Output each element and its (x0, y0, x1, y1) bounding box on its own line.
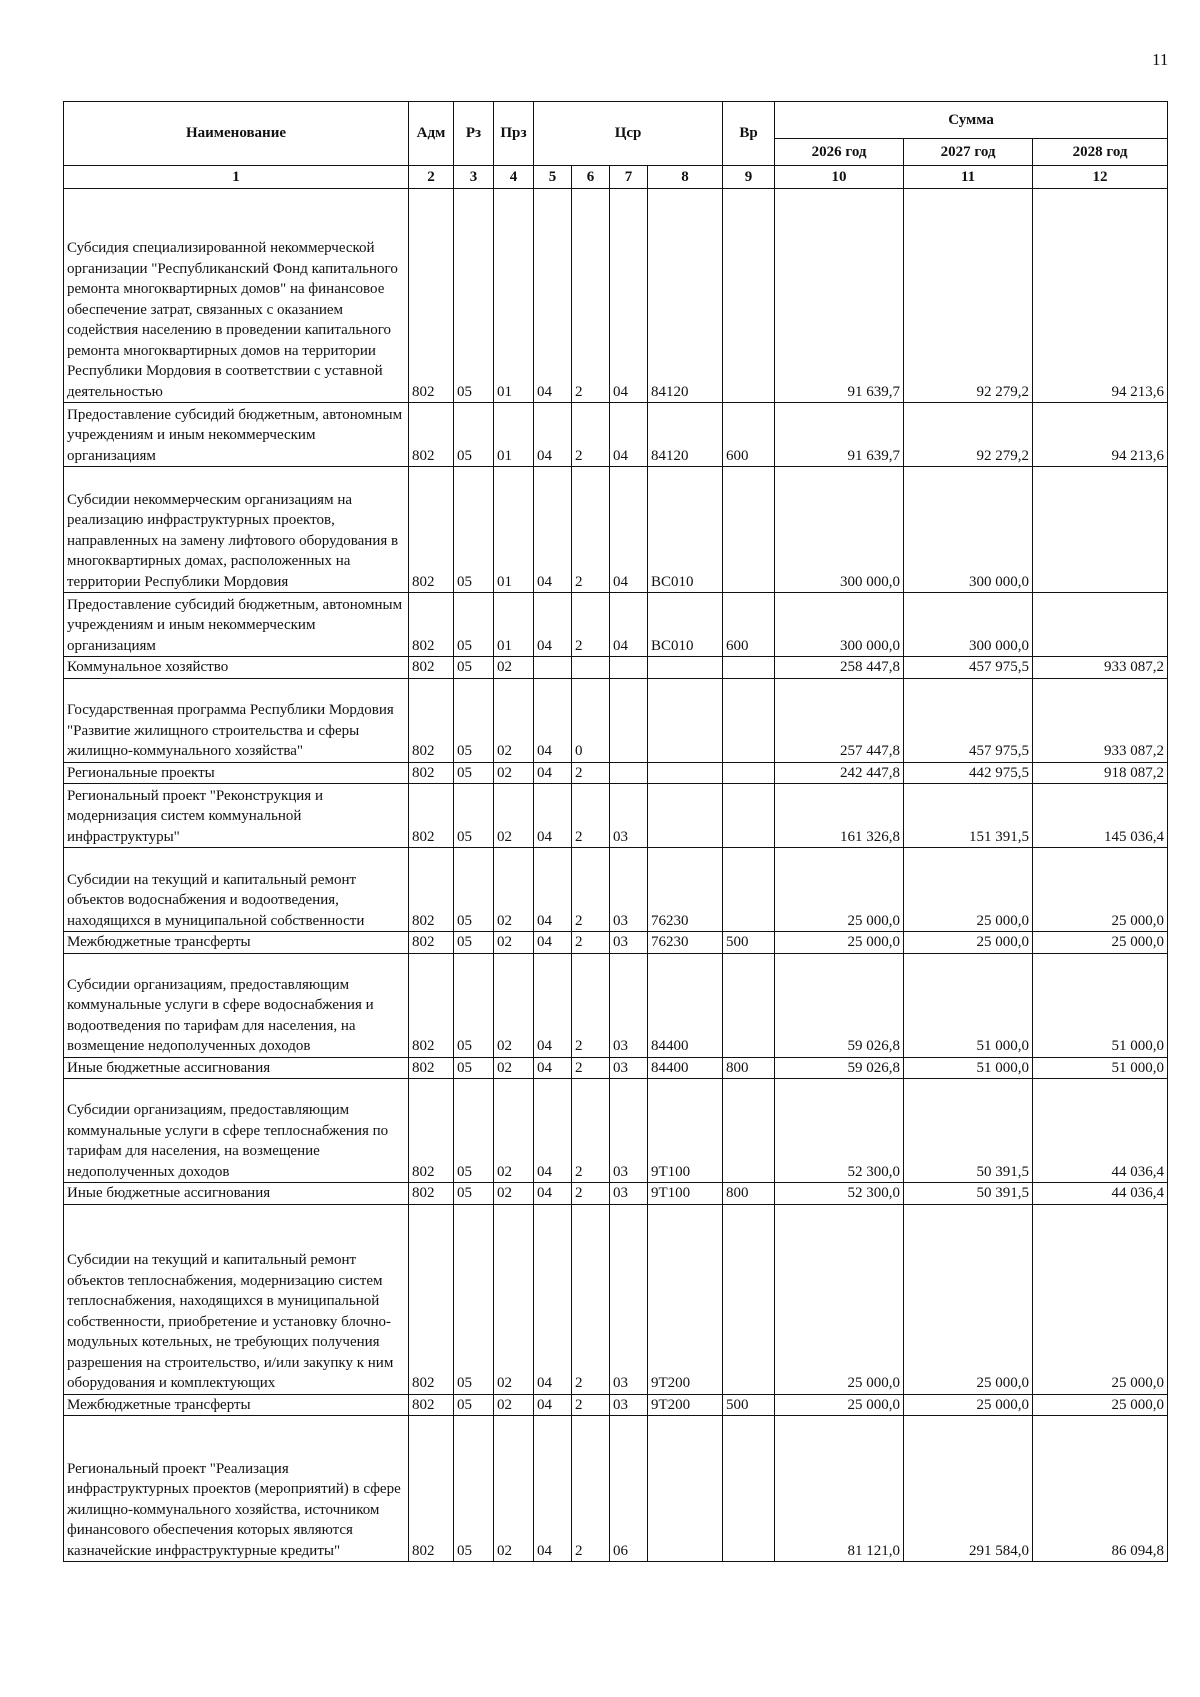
row-sum-2028: 94 213,6 (1033, 403, 1168, 467)
row-csr-6: 2 (572, 1079, 610, 1183)
table-body (64, 189, 1168, 1562)
row-vr: 800 (723, 1183, 775, 1205)
row-csr-7: 03 (610, 1204, 648, 1394)
row-sum-2026: 300 000,0 (775, 593, 904, 657)
row-prz: 02 (494, 953, 534, 1057)
table-row (64, 189, 1168, 403)
row-csr-5: 04 (534, 932, 572, 954)
column-number: 7 (610, 166, 648, 189)
row-rz: 05 (454, 1416, 494, 1562)
row-sum-2028: 86 094,8 (1033, 1416, 1168, 1562)
row-csr-6: 2 (572, 784, 610, 848)
row-csr-7 (610, 762, 648, 784)
row-rz: 05 (454, 762, 494, 784)
table-row (64, 1079, 1168, 1183)
row-prz: 01 (494, 189, 534, 403)
row-csr-6: 2 (572, 1416, 610, 1562)
row-csr-5: 04 (534, 403, 572, 467)
row-sum-2027: 457 975,5 (904, 678, 1033, 762)
row-rz: 05 (454, 1394, 494, 1416)
row-csr-8: 9T100 (648, 1079, 723, 1183)
row-name: Региональный проект "Реконструкция и модернизация систем коммунальной инфраструктуры" (64, 784, 409, 848)
row-prz: 02 (494, 1183, 534, 1205)
row-sum-2027: 51 000,0 (904, 1057, 1033, 1079)
row-csr-6: 2 (572, 189, 610, 403)
row-adm: 802 (409, 848, 454, 932)
page-number: 11 (1152, 50, 1169, 69)
row-sum-2028: 25 000,0 (1033, 932, 1168, 954)
column-number: 5 (534, 166, 572, 189)
row-csr-5: 04 (534, 593, 572, 657)
row-csr-5: 04 (534, 1394, 572, 1416)
row-csr-6: 0 (572, 678, 610, 762)
row-csr-7: 03 (610, 1394, 648, 1416)
row-csr-8: 76230 (648, 932, 723, 954)
row-rz: 05 (454, 657, 494, 679)
row-rz: 05 (454, 1079, 494, 1183)
column-numbers-row (64, 166, 1168, 189)
row-name: Государственная программа Республики Мордовия "Развитие жилищного строительства и сферы жилищно-коммунального хозяйства" (64, 678, 409, 762)
row-adm: 802 (409, 678, 454, 762)
row-sum-2027: 300 000,0 (904, 467, 1033, 593)
row-prz: 02 (494, 678, 534, 762)
row-csr-6: 2 (572, 1183, 610, 1205)
row-csr-8: 9T100 (648, 1183, 723, 1205)
row-csr-5: 04 (534, 1057, 572, 1079)
row-vr: 600 (723, 593, 775, 657)
row-csr-6: 2 (572, 1204, 610, 1394)
column-number: 8 (648, 166, 723, 189)
row-sum-2027: 25 000,0 (904, 1394, 1033, 1416)
table-row (64, 762, 1168, 784)
row-vr (723, 953, 775, 1057)
row-rz: 05 (454, 932, 494, 954)
row-csr-7 (610, 678, 648, 762)
header-row (64, 102, 1168, 139)
row-adm: 802 (409, 1204, 454, 1394)
row-csr-7: 03 (610, 848, 648, 932)
row-prz: 02 (494, 1394, 534, 1416)
column-number: 11 (904, 166, 1033, 189)
row-vr: 500 (723, 932, 775, 954)
row-vr: 600 (723, 403, 775, 467)
row-csr-8: 9T200 (648, 1204, 723, 1394)
row-csr-5: 04 (534, 189, 572, 403)
header-year-2026: 2026 год (775, 139, 904, 166)
row-csr-8 (648, 784, 723, 848)
row-sum-2026: 25 000,0 (775, 932, 904, 954)
row-csr-8: BC010 (648, 593, 723, 657)
row-vr (723, 784, 775, 848)
row-sum-2027: 457 975,5 (904, 657, 1033, 679)
row-sum-2026: 52 300,0 (775, 1183, 904, 1205)
row-name: Предоставление субсидий бюджетным, автономным учреждениям и иным некоммерческим организациям (64, 593, 409, 657)
row-csr-8: 84120 (648, 189, 723, 403)
row-adm: 802 (409, 953, 454, 1057)
row-sum-2028: 933 087,2 (1033, 657, 1168, 679)
row-csr-6: 2 (572, 1057, 610, 1079)
row-vr (723, 657, 775, 679)
row-csr-6: 2 (572, 932, 610, 954)
row-vr: 500 (723, 1394, 775, 1416)
row-adm: 802 (409, 657, 454, 679)
table-row (64, 1057, 1168, 1079)
table-row (64, 953, 1168, 1057)
row-vr (723, 1079, 775, 1183)
row-csr-8 (648, 762, 723, 784)
header-rz: Рз (454, 102, 494, 166)
column-number: 10 (775, 166, 904, 189)
row-csr-8: BC010 (648, 467, 723, 593)
row-sum-2027: 92 279,2 (904, 403, 1033, 467)
row-sum-2026: 25 000,0 (775, 1204, 904, 1394)
budget-table (63, 101, 1168, 1562)
row-csr-5: 04 (534, 1204, 572, 1394)
header-year-2028: 2028 год (1033, 139, 1168, 166)
row-name: Иные бюджетные ассигнования (64, 1057, 409, 1079)
column-number: 6 (572, 166, 610, 189)
column-number: 1 (64, 166, 409, 189)
column-number: 12 (1033, 166, 1168, 189)
row-sum-2028: 44 036,4 (1033, 1079, 1168, 1183)
row-rz: 05 (454, 403, 494, 467)
row-csr-5: 04 (534, 1416, 572, 1562)
row-csr-8: 84400 (648, 1057, 723, 1079)
row-vr: 800 (723, 1057, 775, 1079)
row-sum-2028: 51 000,0 (1033, 953, 1168, 1057)
row-name: Региональные проекты (64, 762, 409, 784)
row-csr-7: 03 (610, 1183, 648, 1205)
row-prz: 02 (494, 1079, 534, 1183)
row-sum-2028: 933 087,2 (1033, 678, 1168, 762)
row-sum-2028: 25 000,0 (1033, 848, 1168, 932)
table-row (64, 593, 1168, 657)
row-name: Субсидии организациям, предоставляющим коммунальные услуги в сфере теплоснабжения по тарифам для населения, на возмещение недополученных доходов (64, 1079, 409, 1183)
row-prz: 01 (494, 403, 534, 467)
row-name: Субсидия специализированной некоммерческой организации "Республиканский Фонд капитального ремонта многоквартирных домов" на финансовое обеспечение затрат, связанных с оказанием содействия населению в проведении капитального ремонта многоквартирных домов на территории Республики Мордовия в соответствии с уставной деятельностью (64, 189, 409, 403)
row-sum-2026: 25 000,0 (775, 1394, 904, 1416)
row-name: Субсидии некоммерческим организациям на реализацию инфраструктурных проектов, направленных на замену лифтового оборудования в многоквартирных домах, расположенных на территории Республики Мордовия (64, 467, 409, 593)
row-prz: 02 (494, 848, 534, 932)
row-csr-6: 2 (572, 762, 610, 784)
row-sum-2026: 161 326,8 (775, 784, 904, 848)
row-rz: 05 (454, 1204, 494, 1394)
header-vr: Вр (723, 102, 775, 166)
column-number: 2 (409, 166, 454, 189)
row-sum-2028: 44 036,4 (1033, 1183, 1168, 1205)
row-sum-2027: 25 000,0 (904, 1204, 1033, 1394)
row-sum-2027: 51 000,0 (904, 953, 1033, 1057)
row-adm: 802 (409, 1416, 454, 1562)
table-row (64, 848, 1168, 932)
row-sum-2027: 25 000,0 (904, 848, 1033, 932)
row-sum-2028 (1033, 593, 1168, 657)
header-adm: Адм (409, 102, 454, 166)
header-sum: Сумма (775, 102, 1168, 139)
row-name: Предоставление субсидий бюджетным, автономным учреждениям и иным некоммерческим организациям (64, 403, 409, 467)
row-csr-8: 84400 (648, 953, 723, 1057)
row-csr-7: 03 (610, 1079, 648, 1183)
row-prz: 01 (494, 467, 534, 593)
row-csr-7: 04 (610, 593, 648, 657)
row-rz: 05 (454, 784, 494, 848)
row-name: Межбюджетные трансферты (64, 932, 409, 954)
row-prz: 02 (494, 1204, 534, 1394)
row-vr (723, 762, 775, 784)
table-row (64, 1204, 1168, 1394)
row-sum-2028: 25 000,0 (1033, 1204, 1168, 1394)
table-row (64, 403, 1168, 467)
row-prz: 02 (494, 762, 534, 784)
row-adm: 802 (409, 1079, 454, 1183)
row-csr-8 (648, 657, 723, 679)
row-vr (723, 848, 775, 932)
row-adm: 802 (409, 1394, 454, 1416)
row-csr-5: 04 (534, 762, 572, 784)
row-csr-7: 04 (610, 403, 648, 467)
table-row (64, 467, 1168, 593)
row-sum-2026: 59 026,8 (775, 953, 904, 1057)
row-csr-6: 2 (572, 848, 610, 932)
row-sum-2026: 59 026,8 (775, 1057, 904, 1079)
row-csr-5: 04 (534, 1079, 572, 1183)
row-csr-7: 03 (610, 784, 648, 848)
row-vr (723, 467, 775, 593)
row-prz: 02 (494, 657, 534, 679)
row-adm: 802 (409, 403, 454, 467)
row-sum-2026: 257 447,8 (775, 678, 904, 762)
row-sum-2028: 918 087,2 (1033, 762, 1168, 784)
row-sum-2027: 92 279,2 (904, 189, 1033, 403)
row-csr-7: 04 (610, 467, 648, 593)
row-csr-6 (572, 657, 610, 679)
row-csr-5: 04 (534, 953, 572, 1057)
column-number: 4 (494, 166, 534, 189)
header-prz: Прз (494, 102, 534, 166)
row-csr-6: 2 (572, 467, 610, 593)
row-vr (723, 1416, 775, 1562)
row-name: Субсидии организациям, предоставляющим коммунальные услуги в сфере водоснабжения и водоотведения по тарифам для населения, на возмещение недополученных доходов (64, 953, 409, 1057)
row-adm: 802 (409, 784, 454, 848)
row-name: Региональный проект "Реализация инфраструктурных проектов (мероприятий) в сфере жилищно-коммунального хозяйства, источником финансового обеспечения которых являются казначейские инфраструктурные кредиты" (64, 1416, 409, 1562)
row-prz: 02 (494, 784, 534, 848)
row-csr-6: 2 (572, 593, 610, 657)
row-rz: 05 (454, 189, 494, 403)
row-sum-2027: 50 391,5 (904, 1183, 1033, 1205)
row-csr-6: 2 (572, 1394, 610, 1416)
row-vr (723, 1204, 775, 1394)
row-adm: 802 (409, 932, 454, 954)
row-sum-2027: 442 975,5 (904, 762, 1033, 784)
table-row (64, 1183, 1168, 1205)
row-prz: 02 (494, 1057, 534, 1079)
row-sum-2026: 52 300,0 (775, 1079, 904, 1183)
header-year-2027: 2027 год (904, 139, 1033, 166)
row-sum-2027: 291 584,0 (904, 1416, 1033, 1562)
table-row (64, 784, 1168, 848)
row-sum-2026: 25 000,0 (775, 848, 904, 932)
row-vr (723, 189, 775, 403)
column-number: 9 (723, 166, 775, 189)
row-rz: 05 (454, 678, 494, 762)
row-csr-5 (534, 657, 572, 679)
row-csr-6: 2 (572, 953, 610, 1057)
row-adm: 802 (409, 189, 454, 403)
row-sum-2027: 300 000,0 (904, 593, 1033, 657)
row-csr-8: 9T200 (648, 1394, 723, 1416)
row-csr-5: 04 (534, 467, 572, 593)
row-sum-2026: 242 447,8 (775, 762, 904, 784)
row-rz: 05 (454, 467, 494, 593)
row-csr-7 (610, 657, 648, 679)
row-sum-2027: 50 391,5 (904, 1079, 1033, 1183)
row-sum-2028 (1033, 467, 1168, 593)
row-prz: 02 (494, 932, 534, 954)
row-adm: 802 (409, 1057, 454, 1079)
table-row (64, 1394, 1168, 1416)
row-csr-7: 06 (610, 1416, 648, 1562)
row-csr-5: 04 (534, 1183, 572, 1205)
row-csr-8 (648, 1416, 723, 1562)
row-rz: 05 (454, 953, 494, 1057)
row-sum-2026: 81 121,0 (775, 1416, 904, 1562)
row-sum-2028: 25 000,0 (1033, 1394, 1168, 1416)
row-sum-2027: 25 000,0 (904, 932, 1033, 954)
row-csr-8: 76230 (648, 848, 723, 932)
row-name: Иные бюджетные ассигнования (64, 1183, 409, 1205)
row-rz: 05 (454, 593, 494, 657)
row-rz: 05 (454, 848, 494, 932)
header-csr: Цср (534, 102, 723, 166)
row-sum-2026: 258 447,8 (775, 657, 904, 679)
table-row (64, 1416, 1168, 1562)
row-csr-5: 04 (534, 678, 572, 762)
table-row (64, 678, 1168, 762)
table-row (64, 657, 1168, 679)
row-csr-7: 04 (610, 189, 648, 403)
row-sum-2026: 91 639,7 (775, 403, 904, 467)
row-adm: 802 (409, 1183, 454, 1205)
row-adm: 802 (409, 593, 454, 657)
row-csr-7: 03 (610, 932, 648, 954)
row-adm: 802 (409, 762, 454, 784)
row-sum-2028: 51 000,0 (1033, 1057, 1168, 1079)
row-name: Коммунальное хозяйство (64, 657, 409, 679)
row-rz: 05 (454, 1183, 494, 1205)
row-adm: 802 (409, 467, 454, 593)
row-csr-5: 04 (534, 784, 572, 848)
row-csr-7: 03 (610, 953, 648, 1057)
row-rz: 05 (454, 1057, 494, 1079)
table-row (64, 932, 1168, 954)
header-name: Наименование (64, 102, 409, 166)
row-sum-2028: 94 213,6 (1033, 189, 1168, 403)
row-sum-2026: 91 639,7 (775, 189, 904, 403)
row-sum-2028: 145 036,4 (1033, 784, 1168, 848)
row-sum-2026: 300 000,0 (775, 467, 904, 593)
row-sum-2027: 151 391,5 (904, 784, 1033, 848)
row-csr-8 (648, 678, 723, 762)
row-csr-7: 03 (610, 1057, 648, 1079)
row-name: Субсидии на текущий и капитальный ремонт объектов теплоснабжения, модернизацию систем теплоснабжения, находящихся в муниципальной собственности, приобретение и установку блочно-модульных котельных, не требующих получения разрешения на строительство, и/или закупку к ним оборудования и комплектующих (64, 1204, 409, 1394)
row-prz: 01 (494, 593, 534, 657)
row-csr-6: 2 (572, 403, 610, 467)
row-csr-5: 04 (534, 848, 572, 932)
row-prz: 02 (494, 1416, 534, 1562)
column-number: 3 (454, 166, 494, 189)
row-csr-8: 84120 (648, 403, 723, 467)
row-name: Межбюджетные трансферты (64, 1394, 409, 1416)
row-name: Субсидии на текущий и капитальный ремонт объектов водоснабжения и водоотведения, находящихся в муниципальной собственности (64, 848, 409, 932)
row-vr (723, 678, 775, 762)
